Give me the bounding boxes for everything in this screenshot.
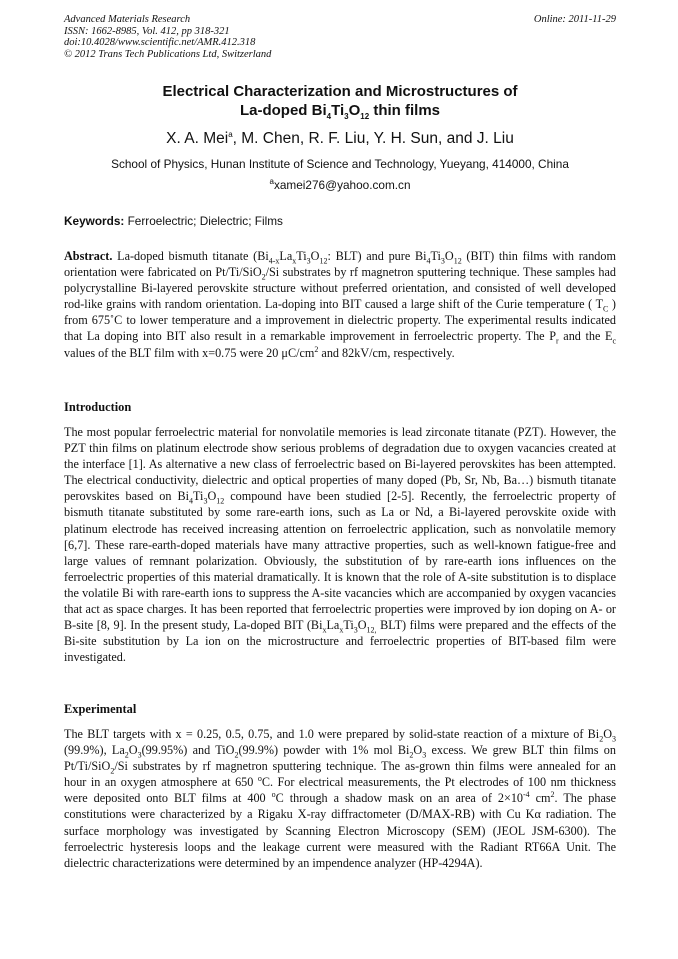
experimental-paragraph: The BLT targets with x = 0.25, 0.5, 0.75, and 1.0 were prepared by solid-state reaction of a mixture of $Bi_2O_3$ (99.9%), $La_2O_3(99.95\%)$ and TiO$_2$(99.9%) powder with 1% mol $Bi_2O_3$ excess. We grew BLT thin films on Pt/Ti/SiO$_2$/Si substrates by rf magnetron sputtering technique. The as-grown thin films were annealed for an hour in an oxygen atmosphere at 650 $^o$C. For electrical measurements, the Pt electrodes of 100 nm thickness were deposited onto BLT films at 400 $^o$C through a shadow mask on an area of $2\times 10^{-4}$ $cm^2$. The phase constitutions were characterized by a Rigaku X-ray diffractometer (D/MAX-RB) with Cu Kα radiation. The surface morphology was investigated by Scanning Electron Microscopy (SEM) (JEOL JSM-6300). The ferroelectric hysteresis loops and the leakage current were measured with the Radiant RT66A Unit. The dielectric characterizations were determined by an impendence analyzer (HP-4294A). <box>64 727 616 870</box>
affiliation: School of Physics, Hunan Institute of Science and Technology, Yueyang, 414000, China <box>111 157 569 171</box>
section-heading-experimental: Experimental <box>64 702 137 716</box>
journal-header <box>64 14 616 60</box>
author-email: $^a$xamei276@yahoo.com.cn <box>269 177 411 192</box>
journal-doi: doi:10.4028/www.scientific.net/AMR.412.318 <box>64 37 256 49</box>
keywords: Keywords: Ferroelectric; Dielectric; Films <box>64 214 283 228</box>
introduction-paragraph: The most popular ferroelectric material for nonvolatile memories is lead zirconate titanate (PZT). However, the PZT thin films on platinum electrode show serious problems of degradation due to oxygen vacancies created at the interface [1]. As alternative a new class of ferroelectric based on Bi-layered perovskites has been attempted. The electrical conductivity, dielectric and optical properties of many doped (Pb, Sr, Nb, Ba…) bismuth titanate perovskites based on $Bi_4Ti_3O_{12}$ compound have been studied [2-5]. Recently, the ferroelectric property of bismuth titanate substituted by some rare-earth ions, such as La or Nd, a Bi-layered perovskite oxide with platinum electrode has received increasing attention on ferroelectric application, such as nonvolatile memory [6,7]. These rare-earth-doped materials have many attractive properties, such as well-known fatigue-free and large values of remnant polarization. Obviously, the substitution of by rare-earth ions influences on the ferroelectric properties of this material dramatically. It is known that the role of A-site substitution is to displace the volatile Bi with rare-earth ions to suppress the A-site vacancies which are accompanied by oxygen vacancies that act as space charges. It has been reported that ferroelectric properties were improved by ion doping on A- or B-site [8, 9]. In the present study, La-doped BIT ($Bi_xLa_xTi_3O_{12,}$ BLT) films were prepared and the effects of the Bi-site substitution by La ion on the microstructure and ferroelectric properties of BIT-based film were investigated. <box>64 425 616 665</box>
journal-issn: ISSN: 1662-8985, Vol. 412, pp 318-321 <box>64 25 230 37</box>
abstract: Abstract. La-doped bismuth titanate ($Bi_{4-x}La_xTi_3O_{12}$: BLT) and pure $Bi_4Ti_3O_{12}$ (BIT) thin films with random orientation were fabricated on Pt/Ti/SiO$_2$/Si substrates by rf magnetron sputtering technique. These samples had polycrystalline Bi-layered perovskite structure without preferred orientation, and consisted of well developed rod-like grains with random orientation. La-doping into BIT caused a large shift of the Curie temperature ( $T_C$ ) from 675˚C to lower temperature and a improvement in dielectric property. The experimental results indicated that La doping into BIT also result in a remarkable improvement in ferroelectric property. The $P_r$ and the $E_c$ values of the BLT film with x=0.75 were 20 $\mu C/cm^2$ and 82kV/cm, respectively. <box>64 249 617 360</box>
title-line-2: La-doped $Bi_4Ti_3O_{12}$ thin films <box>239 102 441 121</box>
author-list: X. A. Mei$^a$, M. Chen, R. F. Liu, Y. H. Sun, and J. Liu <box>166 129 514 147</box>
journal-copyright: © 2012 Trans Tech Publications Ltd, Switzerland <box>64 48 272 60</box>
section-heading-introduction: Introduction <box>64 400 132 414</box>
journal-name: Advanced Materials Research <box>64 14 191 25</box>
title-line-1: Electrical Characterization and Microstructures of <box>162 83 518 100</box>
online-date: Online: 2011-11-29 <box>533 14 616 25</box>
paper-title <box>64 82 616 120</box>
